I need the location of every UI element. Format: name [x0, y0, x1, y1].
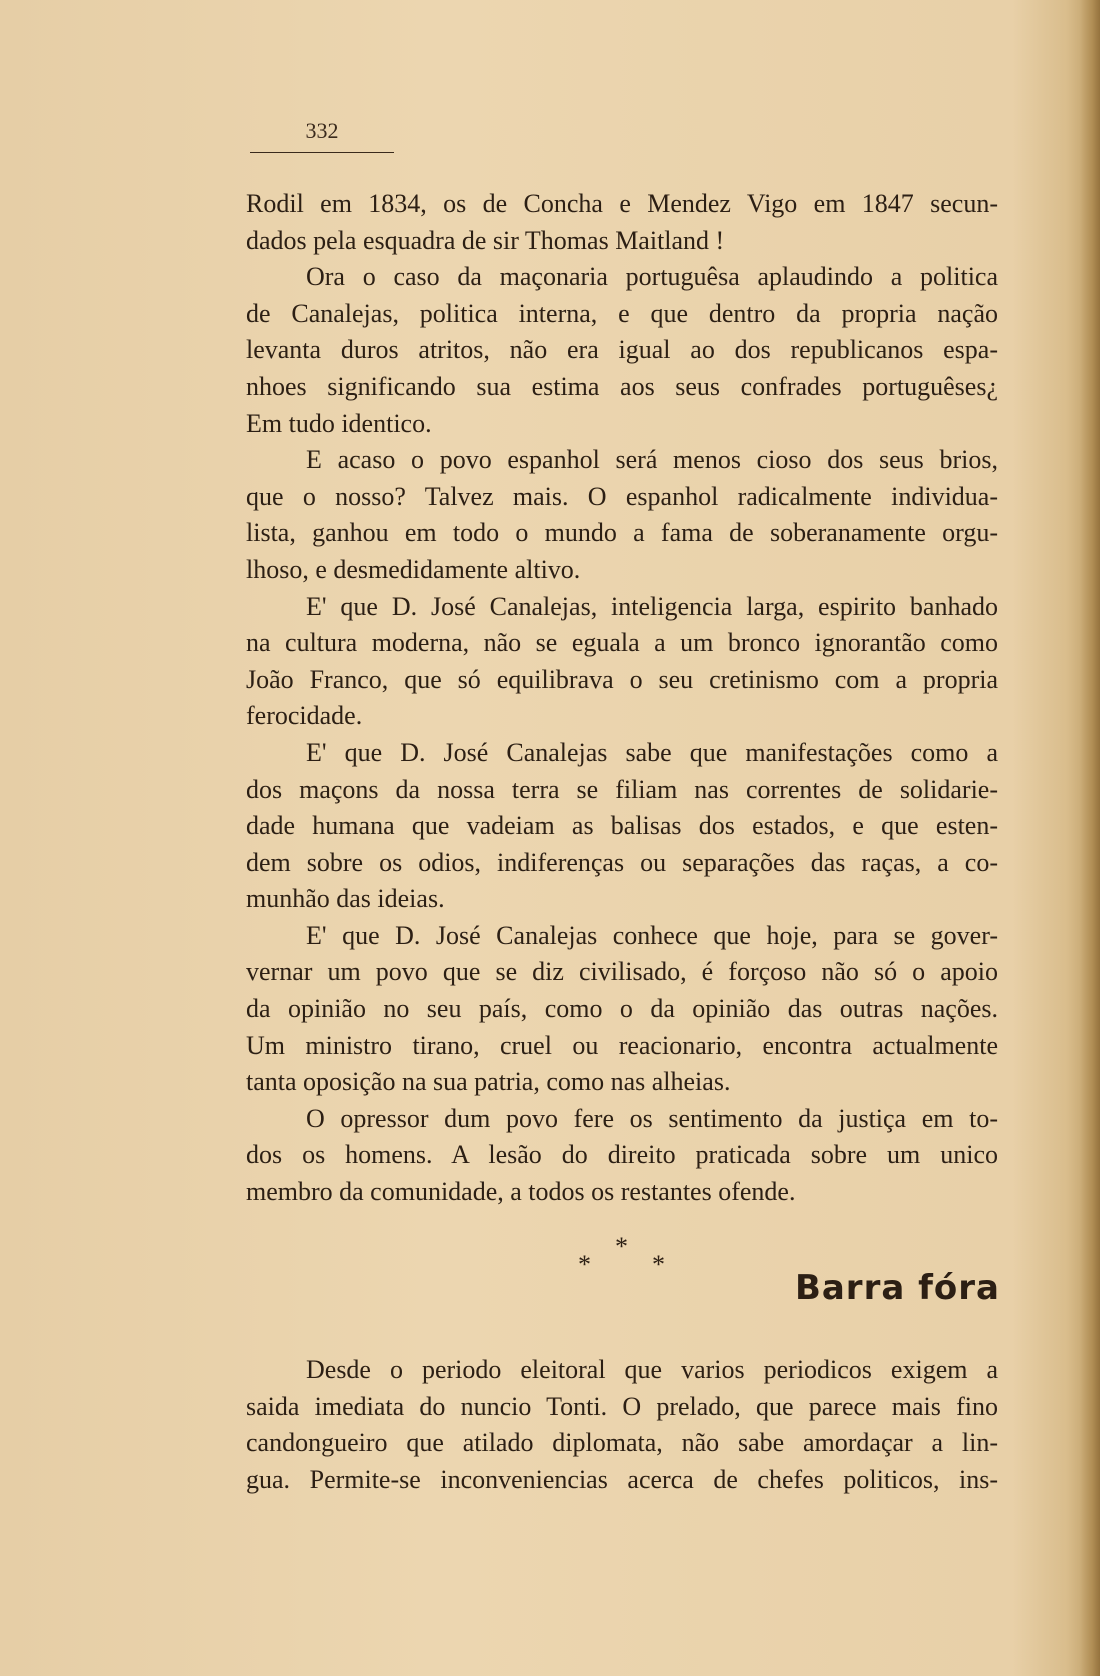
- text-line: lhoso, e desmedidamente altivo.: [246, 554, 581, 584]
- page-number: 332: [305, 118, 339, 143]
- text-line: lista, ganhou em todo o mundo a fama de soberanamente orgu-: [246, 518, 998, 548]
- text-line: vernar um povo que se diz civilisado, é forçoso não só o apoio: [246, 957, 998, 987]
- text-line: dados pela esquadra de sir Thomas Maitland !: [246, 225, 725, 255]
- text-line: E' que D. José Canalejas conhece que hoje, para se gover-: [306, 920, 998, 950]
- text-line: Em tudo identico.: [246, 408, 432, 438]
- text-line: munhão das ideias.: [246, 884, 445, 914]
- text-line: gua. Permite-se inconveniencias acerca de chefes politicos, ins-: [246, 1464, 998, 1494]
- text-line: dos os homens. A lesão do direito praticada sobre um unico: [246, 1140, 998, 1170]
- text-line: dos maçons da nossa terra se filiam nas correntes de solidarie-: [246, 774, 998, 804]
- text-line: candongueiro que atilado diplomata, não sabe amordaçar a lin-: [246, 1428, 998, 1458]
- text-line: dade humana que vadeiam as balisas dos estados, e que esten-: [246, 811, 998, 841]
- asterism: [560, 1232, 680, 1292]
- asterism-right: *: [652, 1250, 665, 1279]
- text-line: O opressor dum povo fere os sentimento da justiça em to-: [306, 1103, 998, 1133]
- text-line: Um ministro tirano, cruel ou reacionario, encontra actualmente: [246, 1030, 998, 1060]
- text-line: de Canalejas, politica interna, e que dentro da propria nação: [246, 298, 998, 328]
- asterism-left: *: [578, 1250, 591, 1279]
- header-rule: [250, 152, 394, 153]
- text-line: dem sobre os odios, indiferenças ou separações das raças, a co-: [246, 847, 998, 877]
- text-line: nhoes significando sua estima aos seus confrades portuguêses¿: [246, 371, 998, 401]
- text-line: ferocidade.: [246, 701, 363, 731]
- page-edge-shadow: [1080, 0, 1100, 1676]
- text-line: E acaso o povo espanhol será menos cioso dos seus brios,: [306, 445, 998, 475]
- text-line: na cultura moderna, não se eguala a um bronco ignorantão como: [246, 628, 998, 658]
- text-line: da opinião no seu país, como o da opinião das outras nações.: [246, 994, 998, 1024]
- text-line: E' que D. José Canalejas, inteligencia larga, espirito banhado: [306, 591, 998, 621]
- text-line: Desde o periodo eleitoral que varios periodicos exigem a: [306, 1355, 998, 1384]
- text-line: levanta duros atritos, não era igual ao dos republicanos espa-: [246, 335, 998, 365]
- section-text: [246, 1352, 998, 1498]
- body-text: [246, 186, 998, 1211]
- section-title: Barra fóra: [794, 1268, 1000, 1308]
- text-line: João Franco, que só equilibrava o seu cretinismo com a propria: [246, 664, 998, 694]
- text-line: Ora o caso da maçonaria portuguêsa aplaudindo a politica: [306, 262, 998, 292]
- text-line: que o nosso? Talvez mais. O espanhol radicalmente individua-: [246, 481, 998, 511]
- text-line: saida imediata do nuncio Tonti. O prelado, que parece mais fino: [246, 1391, 998, 1421]
- text-line: Rodil em 1834, os de Concha e Mendez Vigo em 1847 secun-: [246, 189, 998, 218]
- asterism-top: *: [615, 1232, 628, 1261]
- text-line: E' que D. José Canalejas sabe que manifestações como a: [306, 737, 998, 767]
- text-line: membro da comunidade, a todos os restantes ofende.: [246, 1177, 796, 1207]
- text-line: tanta oposição na sua patria, como nas alheias.: [246, 1067, 731, 1097]
